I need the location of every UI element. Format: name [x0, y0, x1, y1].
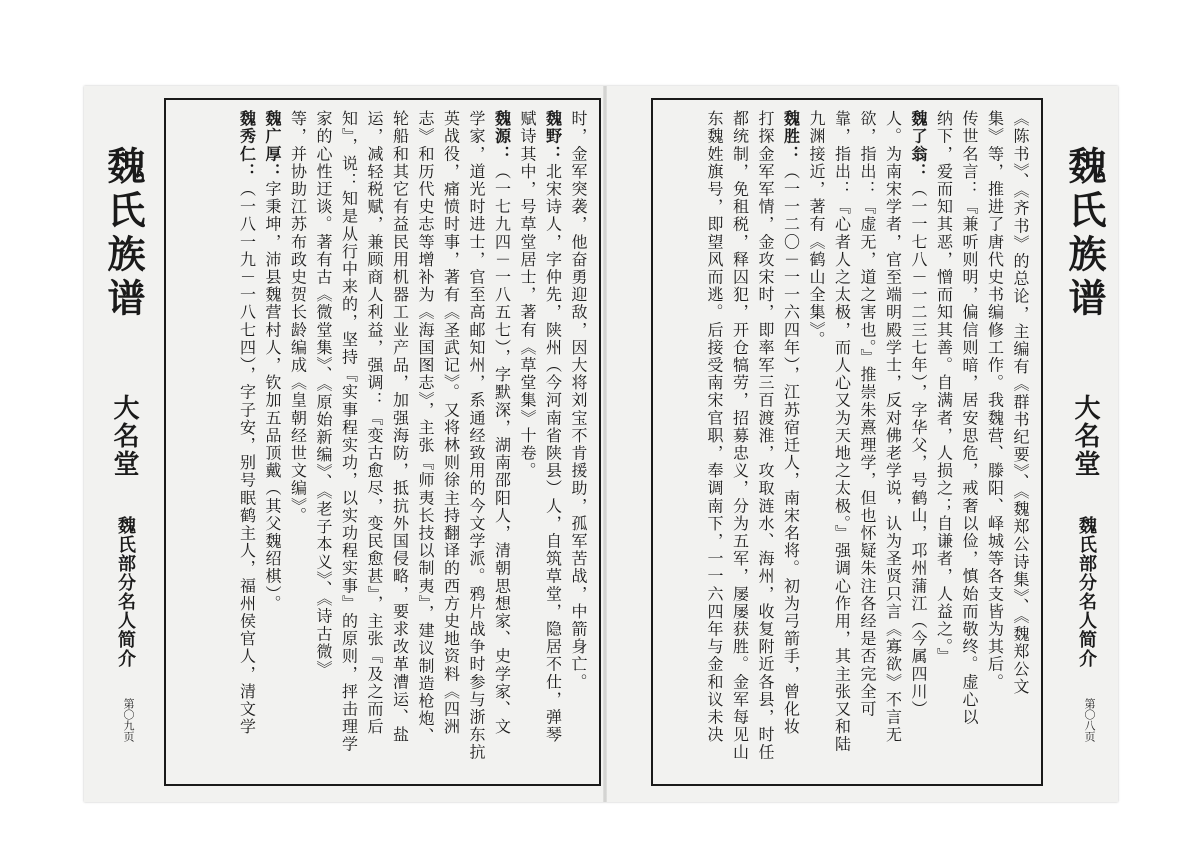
- text-column: [855, 110, 881, 778]
- text-column: [957, 110, 983, 778]
- column-text: 都统制，免租税，释囚犯，开仓犒劳，招募忠义，分为五军，屡屡获胜。金军每见山: [730, 110, 750, 762]
- text-frame: [651, 98, 1043, 786]
- text-column: [829, 110, 855, 778]
- book-title: 魏氏族谱: [1062, 146, 1107, 322]
- text-column: [727, 110, 753, 778]
- person-name: 魏秀仁：: [237, 110, 257, 181]
- column-text: 北宋诗人，字仲先，陕州（今河南省陕县）人，自筑草堂，隐居不仕，弹琴: [543, 162, 563, 744]
- text-column: [982, 110, 1008, 778]
- person-name: 魏广厚：: [263, 110, 282, 181]
- right-page: [607, 86, 1118, 802]
- section-title: 魏氏部分名人简介: [115, 516, 136, 668]
- page-number: 第〇九页: [122, 698, 135, 742]
- column-text: 赋诗其中，号草堂居士，著有《草堂集》十卷。: [518, 110, 537, 480]
- text-column: [362, 110, 388, 778]
- text-column: [260, 110, 286, 778]
- text-column: [540, 110, 566, 778]
- text-column: [489, 110, 515, 778]
- text-column: [702, 110, 728, 778]
- person-name: 魏胜：: [781, 110, 801, 163]
- text-column: [931, 110, 957, 778]
- column-text: （一八一九－一八七四），字子安，别号眠鹤主人，福州侯官人，清文学: [237, 180, 257, 736]
- column-text: 传世名言：『兼听则明，偏信则暗，居安思危，戒奢以俭，慎始而敬终。虚心以: [960, 110, 979, 726]
- column-text: 《陈书》、《齐书》的总论，主编有《群书纪要》、《魏郑公诗集》、《魏郑公文: [1011, 110, 1030, 696]
- column-text: 字秉坤，沛县魏营村人，钦加五品顶戴（其父魏绍棋）。: [263, 180, 282, 613]
- column-text: 时，金军突袭，他奋勇迎敌，因大将刘宝不肯援助，孤军苦战，中箭身亡。: [569, 110, 588, 691]
- book-spread: [84, 86, 1118, 802]
- text-column: [566, 110, 592, 778]
- person-name: 魏野：: [543, 110, 563, 163]
- text-columns: [702, 110, 1034, 778]
- column-text: 纳下，爱而知其恶，憎而知其善。自满者，人损之；自谦者，人益之。』: [934, 110, 954, 666]
- right-page-margin: [1045, 86, 1120, 802]
- column-text: 东魏姓旗号，即望风而逃。后接受南宋官职，奉调南下，一一六四年与金和议未决: [705, 110, 724, 744]
- text-column: [515, 110, 541, 778]
- text-column: [753, 110, 779, 778]
- column-text: 知』，说：知是从行中来的，坚持『实事程实功，以实功程实事』的原则，抨击理学: [339, 110, 359, 754]
- column-text: 家的心性迂谈。著有古《微堂集》、《原始新编》、《老子本义》、《诗古微》: [314, 110, 333, 678]
- text-column: [778, 110, 804, 778]
- text-columns: [234, 110, 591, 778]
- column-text: 轮船和其它有益民用机器工业产品，加强海防，抵抗外国侵略，要求改革漕运、盐: [390, 110, 410, 744]
- text-frame: [164, 98, 601, 786]
- text-column: [1008, 110, 1034, 778]
- page-number: 第〇八页: [1083, 698, 1096, 742]
- column-text: 打探金军军情，金攻宋时，即率军三百渡淮，攻取涟水、海州，收复附近各县，时任: [756, 110, 775, 762]
- column-text: 志》和历代史志等增补为《海国图志》，主张『师夷长技以制夷』，建议制造枪炮、: [416, 110, 435, 746]
- column-text: 人。为南宋学者，官至端明殿学士，反对佛老学说，认为圣贤只言《寡欲》不言无: [883, 110, 903, 744]
- text-column: [438, 110, 464, 778]
- column-text: 九渊接近，著有《鹤山全集》。: [807, 110, 826, 349]
- column-text: （一七九四－一八五七），字默深，湖南邵阳人，清朝思想家、史学家、文: [492, 162, 512, 736]
- column-text: 学家，道光时进士，官至高邮知州，系通经致用的今文学派。鸦片战争时参与浙东抗: [467, 110, 486, 762]
- column-text: 集》等，推进了唐代史书编修工作。我魏营、滕阳、峄城等各支皆为其后。: [985, 110, 1005, 691]
- column-text: 欲，指出：『虚无，道之害也。』推崇朱熹理学，但也怀疑朱注各经是否完全可: [858, 110, 877, 718]
- text-column: [311, 110, 337, 778]
- text-column: [413, 110, 439, 778]
- text-column: [906, 110, 932, 778]
- book-title: 魏氏族谱: [101, 146, 146, 322]
- text-column: [387, 110, 413, 778]
- column-text: （一一七八－一二三七年），字华父，号鹤山，邛州蒲江（今属四川）: [909, 180, 928, 719]
- column-text: 等，并协助江苏布政史贺长龄编成《皇朝经世文编》。: [288, 110, 308, 525]
- left-page-margin: [84, 86, 159, 802]
- text-column: [234, 110, 260, 778]
- section-title: 魏氏部分名人简介: [1076, 516, 1097, 668]
- column-text: 英战役，痛愤时事，著有《圣武记》。又将林则徐主持翻译的西方史地资料《四洲: [441, 110, 461, 736]
- text-column: [804, 110, 830, 778]
- text-column: [880, 110, 906, 778]
- text-column: [285, 110, 311, 778]
- person-name: 魏源：: [492, 110, 512, 163]
- hall-name: 大名堂: [1070, 394, 1100, 478]
- column-text: 靠，指出：『心者人之太极，而人心又为天地之太极。』强调心作用，其主张又和陆: [832, 110, 852, 754]
- person-name: 魏了翁：: [909, 110, 928, 181]
- text-column: [464, 110, 490, 778]
- text-column: [336, 110, 362, 778]
- left-page: [84, 86, 603, 802]
- column-text: （一一二〇－一一六四年），江苏宿迁人，南宋名将。初为弓箭手，曾化妆: [781, 162, 801, 736]
- column-text: 运，减轻税赋，兼顾商人利益，强调：『变古愈尽，变民愈甚』，主张『及之而后: [365, 110, 384, 736]
- hall-name: 大名堂: [109, 394, 139, 478]
